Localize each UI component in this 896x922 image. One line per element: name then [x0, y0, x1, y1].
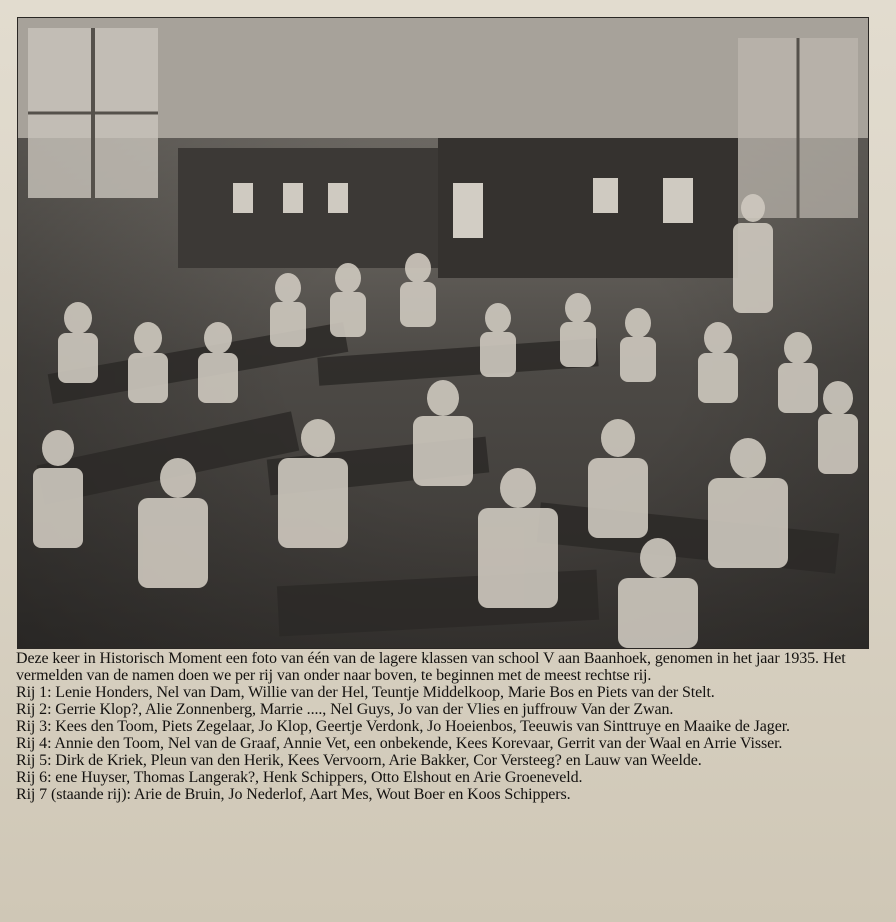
caption-row-3: Rij 3: Kees den Toom, Piets Zegelaar, Jo Klop, Geertje Verdonk, Jo Hoeienbos, Teeuwis van Sinttruye en Maaike de Jager.: [16, 718, 790, 735]
photo-caption: [16, 650, 874, 803]
caption-row-7: Rij 7 (staande rij): Arie de Bruin, Jo Nederlof, Aart Mes, Wout Boer en Koos Schippers.: [16, 786, 571, 803]
caption-row-4: Rij 4: Annie den Toom, Nel van de Graaf, Annie Vet, een onbekende, Kees Korevaar, Gerrit van der Waal en Arrie Visser.: [16, 735, 783, 752]
caption-row-6: Rij 6: ene Huyser, Thomas Langerak?, Henk Schippers, Otto Elshout en Arie Groeneveld.: [16, 769, 583, 786]
caption-row-2: Rij 2: Gerrie Klop?, Alie Zonnenberg, Marrie ...., Nel Guys, Jo van der Vlies en juffrouw Van der Zwan.: [16, 701, 674, 718]
class-photo-image: [18, 18, 868, 648]
caption-intro: Deze keer in Historisch Moment een foto van één van de lagere klassen van school V aan Baanhoek, genomen in het jaar 1935. Het vermelden van de namen doen we per rij van onder naar boven, te beginnen met de meest rechtse rij.: [16, 650, 846, 684]
caption-row-5: Rij 5: Dirk de Kriek, Pleun van den Herik, Kees Vervoorn, Arie Bakker, Cor Versteeg? en Lauw van Weelde.: [16, 752, 702, 769]
class-photo: [17, 17, 869, 649]
caption-row-1: Rij 1: Lenie Honders, Nel van Dam, Willie van der Hel, Teuntje Middelkoop, Marie Bos en Piets van der Stelt.: [16, 684, 715, 701]
